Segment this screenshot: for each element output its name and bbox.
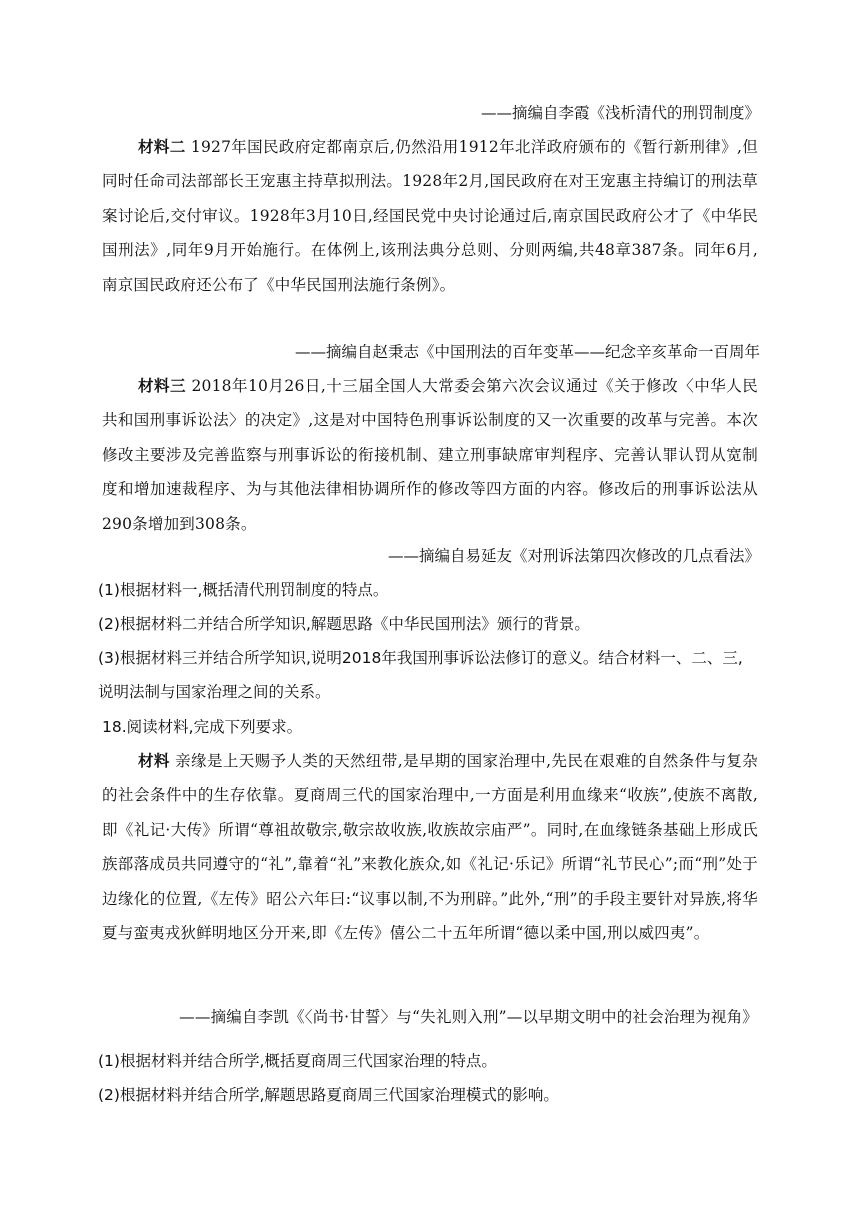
- question17-1: (1)根据材料一,概括清代刑罚制度的特点。: [98, 581, 389, 599]
- material18-label: 材料: [138, 752, 170, 770]
- source-citation-material2: ——摘编自赵秉志《中国刑法的百年变革——纪念辛亥革命一百周年: [294, 343, 760, 361]
- material2-paragraph: [102, 130, 758, 302]
- question17-3: (3)根据材料三并结合所学知识,说明2018年我国刑事诉讼法修订的意义。结合材料一、二、三,说明法制与国家治理之间的关系。: [98, 649, 743, 702]
- source-citation-material3: ——摘编自易延友《对刑诉法第四次修改的几点看法》: [387, 547, 760, 565]
- material2-text: 1927年国民政府定都南京后,仍然沿用1912年北洋政府颁布的《暂行新刑律》,但同时任命司法部部长王宠惠主持草拟刑法。1928年2月,国民政府在对王宠惠主持编订的刑法草案讨论后,交付审议。1928年3月10日,经国民党中央讨论通过后,南京国民政府公才了《中华民国刑法》,同年9月开始施行。在体例上,该刑法典分总则、分则两编,共48章387条。同年6月,南京国民政府还公布了《中华民国刑法施行条例》。: [102, 138, 758, 294]
- source-citation-material1: ——摘编自李霞《浅析清代的刑罚制度》: [480, 104, 760, 122]
- material18-paragraph: [102, 744, 758, 950]
- material3-text: 2018年10月26日,十三届全国人大常委会第六次会议通过《关于修改〈中华人民共和国刑事诉讼法〉的决定》,这是对中国特色刑事诉讼制度的又一次重要的改革与完善。本次修改主要涉及完善监察与刑事诉讼的衔接机制、建立刑事缺席审判程序、完善认罪认罚从宽制度和增加速裁程序、为与其他法律相协调所作的修改等四方面的内容。修改后的刑事诉讼法从290条增加到308条。: [102, 377, 758, 533]
- material3-label: 材料三: [138, 377, 187, 395]
- question17-2: (2)根据材料二并结合所学知识,解题思路《中华民国刑法》颁行的背景。: [98, 615, 590, 633]
- material3-paragraph: [102, 369, 758, 541]
- question18-title: 18.阅读材料,完成下列要求。: [102, 718, 303, 736]
- question18-1: (1)根据材料并结合所学,概括夏商周三代国家治理的特点。: [98, 1052, 497, 1070]
- question18-2: (2)根据材料并结合所学,解题思路夏商周三代国家治理模式的影响。: [98, 1086, 559, 1104]
- source-citation-material18: ——摘编自李凯《〈尚书·甘誓〉与“失礼则入刑”—以早期文明中的社会治理为视角》: [179, 1008, 758, 1026]
- material18-text: 亲缘是上天赐予人类的天然纽带,是早期的国家治理中,先民在艰难的自然条件与复杂的社会条件中的生存依靠。夏商周三代的国家治理中,一方面是利用血缘来“收族”,使族不离散,即《礼记·大传》所谓“尊祖故敬宗,敬宗故收族,收族故宗庙严”。同时,在血缘链条基础上形成氏族部落成员共同遵守的“礼”,靠着“礼”来教化族众,如《礼记·乐记》所谓“礼节民心”;而“刑”处于边缘化的位置,《左传》昭公六年曰:“议事以制,不为刑辟。”此外,“刑”的手段主要针对异族,将华夏与蛮夷戎狄鲜明地区分开来,即《左传》僖公二十五年所谓“德以柔中国,刑以威四夷”。: [102, 752, 758, 943]
- material2-label: 材料二: [138, 138, 186, 156]
